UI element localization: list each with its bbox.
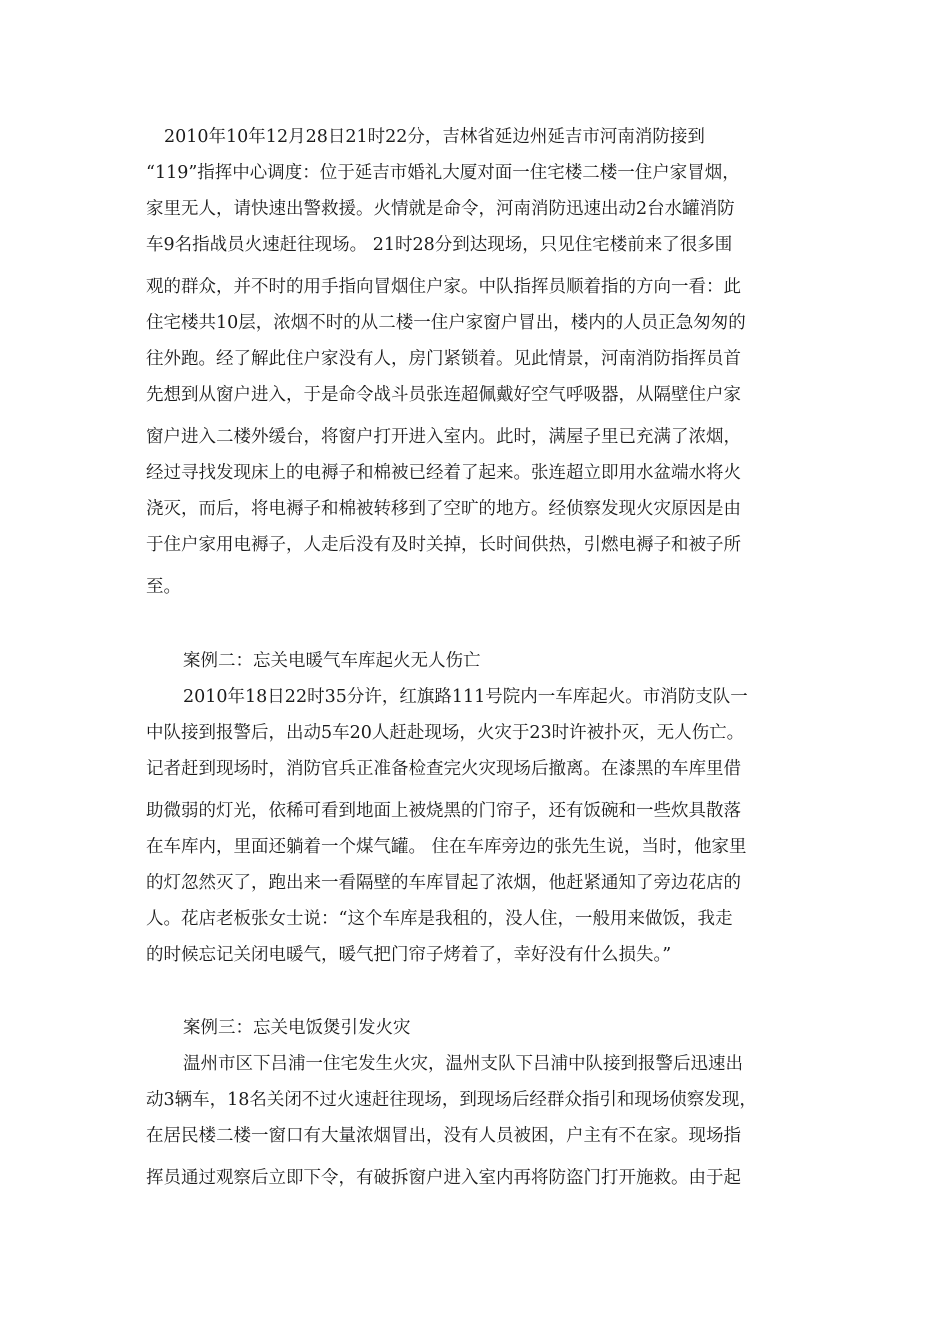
case2-line-3: 记者赶到现场时，消防官兵正准备检查完火灾现场后撤离。在漆黑的车库里借 (146, 759, 741, 779)
case1-line-13: 至。 (146, 577, 181, 597)
case2-line-4: 助微弱的灯光，依稀可看到地面上被烧黑的门帘子，还有饭碗和一些炊具散落 (146, 801, 741, 821)
case3-line-3: 在居民楼二楼一窗口有大量浓烟冒出，没有人员被困，户主有不在家。现场指 (146, 1126, 741, 1146)
case1-line-6: 住宅楼共10层，浓烟不时的从二楼一住户家窗户冒出，楼内的人员正急匆匆的 (146, 313, 746, 333)
case1-line-5: 观的群众，并不时的用手指向冒烟住户家。中队指挥员顺着指的方向一看：此 (146, 277, 741, 297)
case2-line-6: 的灯忽然灭了，跑出来一看隔壁的车库冒起了浓烟，他赶紧通知了旁边花店的 (146, 873, 741, 893)
case2-line-7: 人。花店老板张女士说：“这个车库是我租的，没人住，一般用来做饭，我走 (146, 909, 733, 929)
case1-line-2: “119”指挥中心调度：位于延吉市婚礼大厦对面一住宅楼二楼一住户家冒烟， (146, 163, 740, 183)
case3-line-1: 温州市区下吕浦一住宅发生火灾，温州支队下吕浦中队接到报警后迅速出 (183, 1054, 743, 1074)
case1-line-4: 车9名指战员火速赶往现场。 21时28分到达现场，只见住宅楼前来了很多围 (146, 235, 733, 255)
case1-line-3: 家里无人，请快速出警救援。火情就是命令，河南消防迅速出动2台水罐消防 (146, 199, 735, 219)
case1-line-11: 浇灭，而后，将电褥子和棉被转移到了空旷的地方。经侦察发现火灾原因是由 (146, 499, 741, 519)
case1-line-9: 窗户进入二楼外缓台，将窗户打开进入室内。此时，满屋子里已充满了浓烟， (146, 427, 741, 447)
case2-title: 案例二：忘关电暖气车库起火无人伤亡 (183, 651, 481, 671)
case3-line-2: 动3辆车，18名关闭不过火速赶往现场，到现场后经群众指引和现场侦察发现， (146, 1090, 757, 1110)
case3-title: 案例三：忘关电饭煲引发火灾 (183, 1018, 411, 1038)
case2-line-1: 2010年18日22时35分许，红旗路111号院内一车库起火。市消防支队一 (183, 687, 748, 707)
case2-line-5: 在车库内，里面还躺着一个煤气罐。 住在车库旁边的张先生说，当时，他家里 (146, 837, 747, 857)
case1-line-12: 于住户家用电褥子，人走后没有及时关掉，长时间供热，引燃电褥子和被子所 (146, 535, 741, 555)
case2-line-2: 中队接到报警后，出动5车20人赶赴现场，火灾于23时许被扑灭，无人伤亡。 (146, 723, 745, 743)
case1-line-8: 先想到从窗户进入，于是命令战斗员张连超佩戴好空气呼吸器，从隔壁住户家 (146, 385, 741, 405)
case1-line-1: 2010年10年12月28日21时22分，吉林省延边州延吉市河南消防接到 (164, 127, 705, 147)
case1-line-7: 往外跑。经了解此住户家没有人，房门紧锁着。见此情景，河南消防指挥员首 (146, 349, 741, 369)
case2-line-8: 的时候忘记关闭电暖气，暖气把门帘子烤着了，幸好没有什么损失。” (146, 945, 672, 965)
case1-line-10: 经过寻找发现床上的电褥子和棉被已经着了起来。张连超立即用水盆端水将火 (146, 463, 741, 483)
case3-line-4: 挥员通过观察后立即下令，有破拆窗户进入室内再将防盗门打开施救。由于起 (146, 1168, 741, 1188)
